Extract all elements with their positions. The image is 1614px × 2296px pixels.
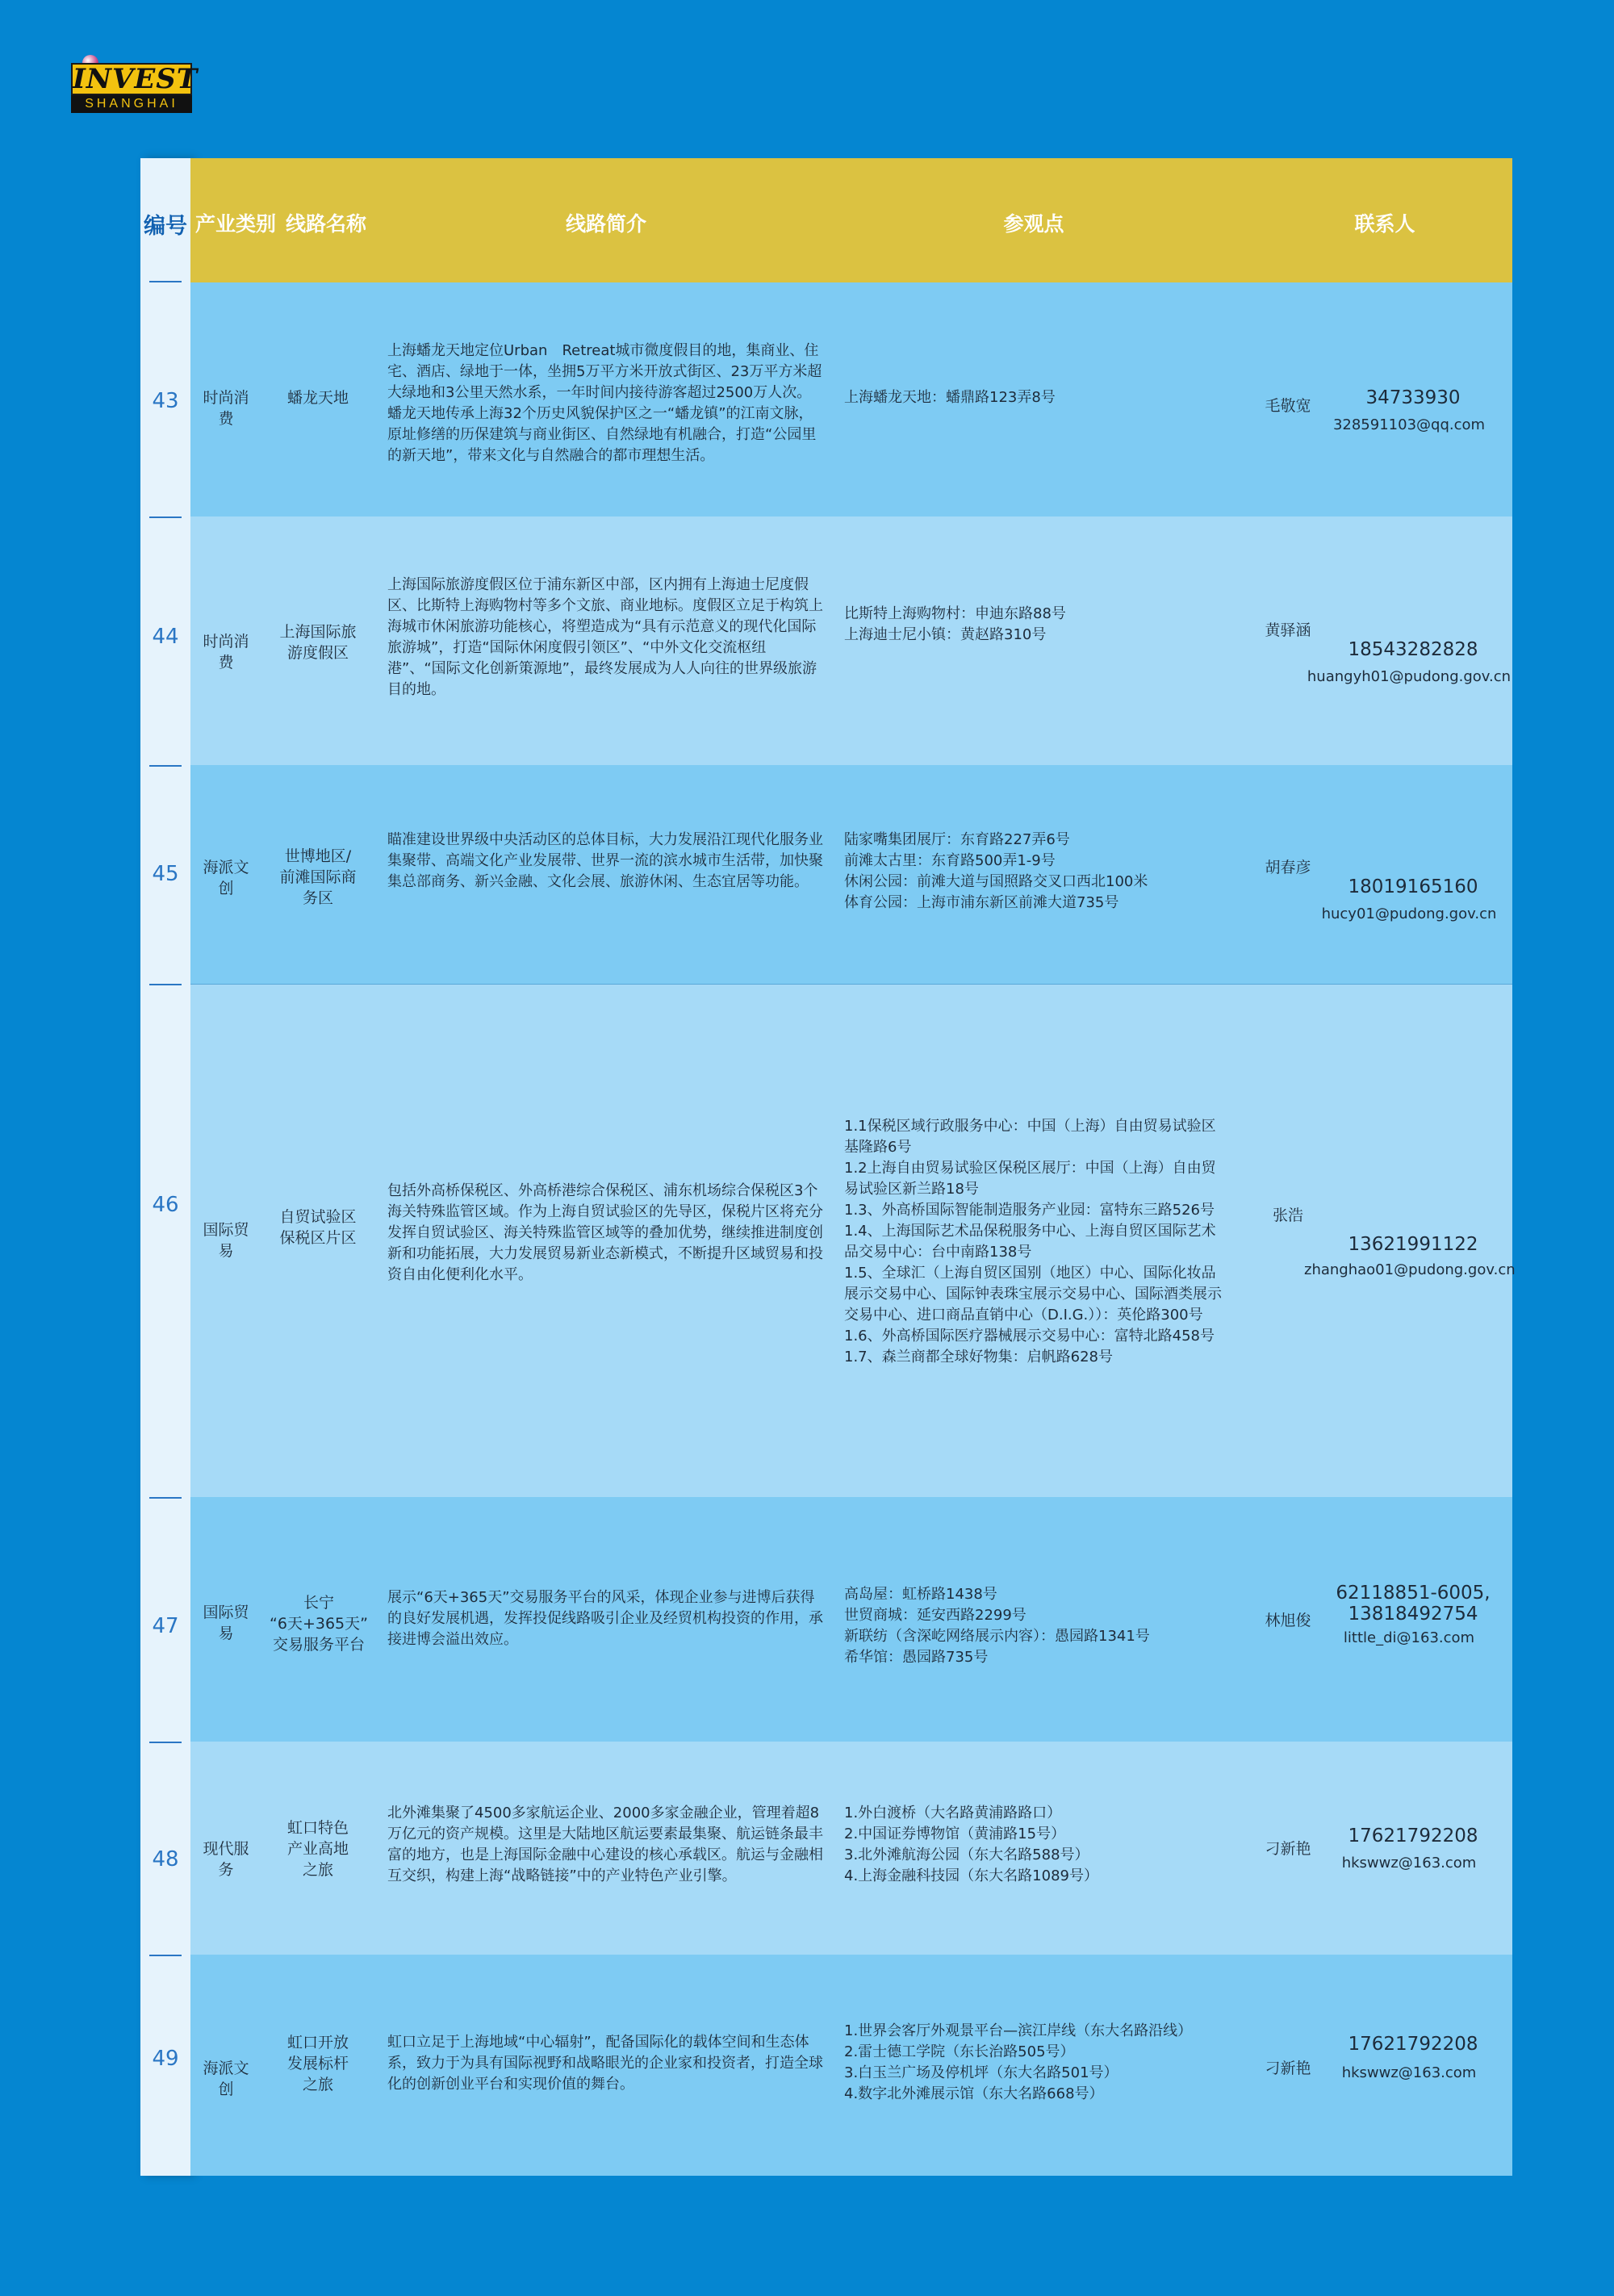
index-separator [149, 516, 182, 518]
visit-cell: 高岛屋：虹桥路1438号 世贸商城：延安西路2299号 新联纺（含深屹网络展示内容）：愚园路1341号 希华馆：愚园路735号 [844, 1586, 1150, 1666]
row-number: 49 [152, 2047, 179, 2071]
route-name-cell: 蟠龙天地 [286, 389, 349, 407]
contact-phone: 34733930 [1365, 387, 1461, 408]
row-number: 47 [152, 1614, 179, 1638]
index-separator [149, 984, 182, 985]
visit-cell: 陆家嘴集团展厅：东育路227弄6号 前滩太古里：东育路500弄1-9号 休闲公园：前滩大道与国照路交叉口西北100米 体育公园：上海市浦东新区前滩大道735号 [844, 831, 1148, 911]
contact-name-cell: 胡春彦 [1265, 859, 1311, 876]
intro-cell: 包括外高桥保税区、外高桥港综合保税区、浦东机场综合保税区3个海关特殊监管区域。作为上海自贸试验区的先导区，保税片区将充分发挥自贸试验区、海关特殊监管区域等的叠加优势，继续推进制度创新和功能拓展，大力发展贸易新业态新模式，不断提升区域贸易和投资自由化便利化水平。 [387, 1182, 823, 1283]
route-name-cell: 上海国际旅游度假区 [279, 623, 357, 662]
header-contact: 联系人 [1354, 212, 1415, 236]
header-num: 编号 [144, 214, 187, 239]
logo-subtitle: SHANGHAI [71, 95, 192, 113]
row-number: 45 [152, 862, 179, 886]
invest-shanghai-logo [71, 55, 199, 118]
route-name-cell: 世博地区/前滩国际商务区 [279, 847, 357, 907]
index-separator [149, 1955, 182, 1956]
contact-phone: 13621991122 [1348, 1234, 1478, 1255]
category-cell: 时尚消费 [203, 389, 249, 428]
table-row [190, 516, 1512, 765]
table-row [190, 1955, 1512, 2176]
logo-word: INVEST [73, 63, 199, 95]
contact-email: hkswwz@163.com [1341, 2064, 1477, 2081]
contact-phone: 18019165160 [1348, 876, 1478, 897]
header-intro: 线路简介 [565, 212, 646, 236]
visit-cell: 1.世界会客厅外观景平台—滨江岸线（东大名路沿线） 2.雷士德工学院（东长治路505号） 3.白玉兰广场及停机坪（东大名路501号） 4.数字北外滩展示馆（东大名路668号） [844, 2022, 1193, 2102]
category-cell: 时尚消费 [203, 633, 249, 671]
contact-name-cell: 刁新艳 [1265, 2060, 1311, 2077]
route-name-cell: 虹口特色产业高地之旅 [286, 1819, 349, 1879]
intro-cell: 虹口立足于上海地域“中心辐射”，配备国际化的载体空间和生态体系，致力于为具有国际视野和战略眼光的企业家和投资者，打造全球化的创新创业平台和实现价值的舞台。 [387, 2034, 823, 2093]
index-separator [149, 1497, 182, 1499]
contact-name-cell: 毛敬宽 [1265, 397, 1311, 415]
intro-cell: 瞄准建设世界级中央活动区的总体目标，大力发展沿江现代化服务业集聚带、高端文化产业发展带、世界一流的滨水城市生活带，加快聚集总部商务、新兴金融、文化会展、旅游休闲、生态宜居等功能。 [387, 831, 823, 890]
header-category: 产业类别 [194, 212, 276, 236]
row-number: 44 [152, 625, 179, 649]
intro-cell: 北外滩集聚了4500多家航运企业、2000多家金融企业，管理着超8万亿元的资产规模。这里是大陆地区航运要素最集聚、航运链条最丰富的地方，也是上海国际金融中心建设的核心承载区。航运与金融相互交织，构建上海“战略链接”中的产业特色产业引擎。 [387, 1805, 823, 1884]
contact-phone: 17621792208 [1348, 1826, 1478, 1846]
row-divider [190, 984, 1512, 985]
contact-phone: 62118851-6005, 13818492754 [1336, 1583, 1491, 1625]
row-number: 43 [152, 389, 179, 413]
contact-name-cell: 林旭俊 [1265, 1612, 1311, 1629]
investment-routes-table [190, 158, 1516, 2176]
table-header [190, 158, 1512, 282]
index-separator [149, 765, 182, 767]
contact-name-cell: 张浩 [1272, 1207, 1303, 1224]
category-cell: 海派文创 [203, 2060, 249, 2098]
visit-cell: 1.1保税区域行政服务中心：中国（上海）自由贸易试验区基隆路6号 1.2上海自由贸易试验区保税区展厅：中国（上海）自由贸易试验区新兰路18号 1.3、外高桥国际智能制造服务产业园：富特东三路526号 1.4、上海国际艺术品保税服务中心、上海自贸区国际艺术品交易中心：台中南路138号 1.5、全球汇（上海自贸区国别（地区）中心、国际化妆品展示交易中心、国际钟表珠宝展示交易中心、国际酒类展示交易中心、进口商品直销中心（D.I.G.））：英伦路300号 1.6、外高桥国际医疗器械展示交易中心：富特北路458号 1.7、森兰商都全球好物集：启帆路628号 [844, 1118, 1222, 1365]
category-cell: 国际贸易 [203, 1604, 249, 1642]
contact-phone: 17621792208 [1348, 2034, 1478, 2055]
intro-cell: 上海蟠龙天地定位Urban Retreat城市微度假目的地，集商业、住宅、酒店、绿地于一体，坐拥5万平方米开放式街区、23万平方米超大绿地和3公里天然水系，一年时间内接待游客超过2500万人次。蟠龙天地传承上海32个历史风貌保护区之一“蟠龙镇”的江南文脉，原址修缮的历保建筑与商业街区、自然绿地有机融合，打造“公园里的新天地”，带来文化与自然融合的都市理想生活。 [387, 342, 822, 464]
index-separator [149, 1742, 182, 1743]
contact-email: hucy01@pudong.gov.cn [1321, 905, 1497, 922]
visit-cell: 1.外白渡桥（大名路黄浦路路口） 2.中国证券博物馆（黄浦路15号） 3.北外滩航海公园（东大名路588号） 4.上海金融科技园（东大名路1089号） [844, 1805, 1098, 1884]
table-row [190, 282, 1512, 516]
route-name-cell: 自贸试验区保税区片区 [279, 1208, 357, 1247]
contact-email: zhanghao01@pudong.gov.cn [1304, 1261, 1516, 1278]
intro-cell: 上海国际旅游度假区位于浦东新区中部，区内拥有上海迪士尼度假区、比斯特上海购物村等多个文旅、商业地标。度假区立足于构筑上海城市休闲旅游功能核心，将塑造成为“具有示范意义的现代化国际旅游城”，打造“国际休闲度假引领区”、“中外文化交流枢纽港”、“国际文化创新策源地”，最终发展成为人人向往的世界级旅游目的地。 [387, 576, 823, 698]
row-number: 46 [152, 1193, 179, 1217]
route-name-cell: 虹口开放发展标杆之旅 [286, 2034, 349, 2093]
row-number: 48 [152, 1847, 179, 1872]
table-row [190, 1742, 1512, 1955]
intro-cell: 展示“6天+365天”交易服务平台的风采，体现企业参与进博后获得的良好发展机遇，发挥投促线路吸引企业及经贸机构投资的作用，承接进博会溢出效应。 [387, 1589, 823, 1648]
contact-email: little_di@163.com [1343, 1629, 1475, 1646]
category-cell: 现代服务 [203, 1840, 249, 1879]
header-visit: 参观点 [1003, 212, 1064, 236]
table-row [190, 1497, 1512, 1742]
visit-cell: 上海蟠龙天地：蟠鼎路123弄8号 [844, 389, 1056, 406]
table-row [190, 984, 1516, 1497]
contact-name-cell: 黄驿涵 [1265, 621, 1311, 639]
table-row [190, 765, 1512, 984]
visit-cell: 比斯特上海购物村：申迪东路88号 上海迪士尼小镇：黄赵路310号 [844, 605, 1066, 643]
index-separator [149, 281, 182, 282]
contact-email: hkswwz@163.com [1341, 1855, 1477, 1872]
contact-email: huangyh01@pudong.gov.cn [1307, 668, 1512, 685]
category-cell: 国际贸易 [203, 1221, 249, 1260]
route-name-cell: 长宁 “6天+365天” 交易服务平台 [270, 1594, 368, 1654]
contact-email: 328591103@qq.com [1332, 416, 1486, 433]
header-route: 线路名称 [285, 212, 366, 236]
contact-phone: 18543282828 [1348, 639, 1478, 660]
category-cell: 海派文创 [203, 859, 249, 897]
contact-name-cell: 刁新艳 [1265, 1840, 1311, 1858]
index-column [140, 158, 190, 2176]
